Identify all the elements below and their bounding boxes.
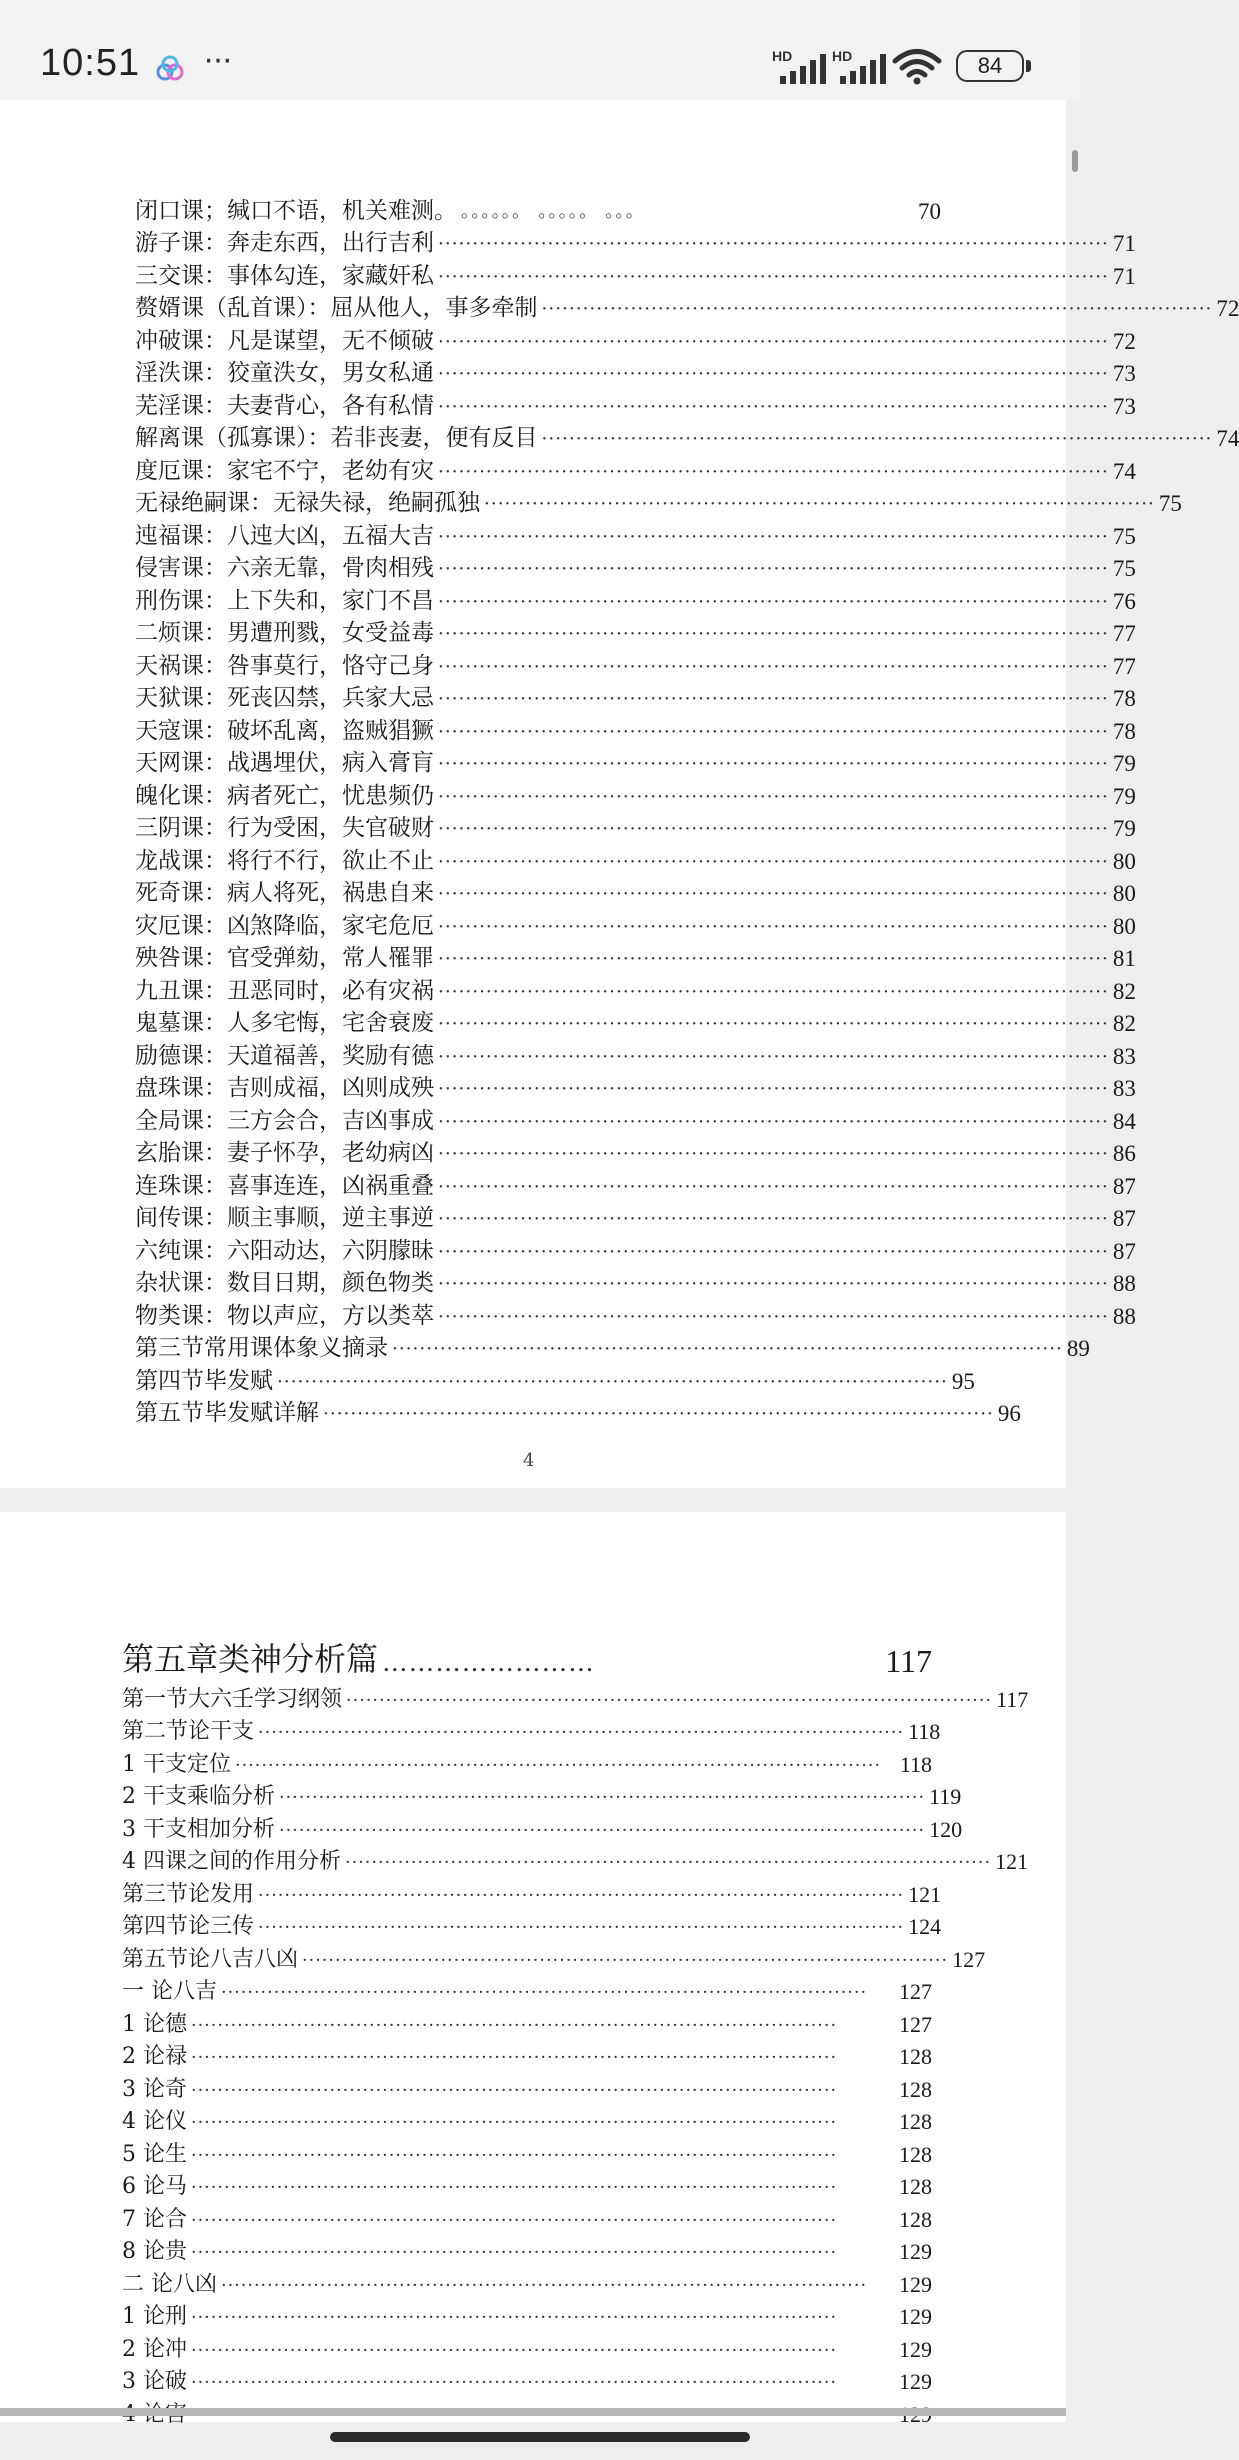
battery-icon <box>956 50 1024 82</box>
status-bar <box>0 0 1080 100</box>
toc-entry-page: 81 <box>1112 946 1136 971</box>
toc-leader-dots: ·································································································· <box>438 461 1109 483</box>
toc-entry-title: 第四节论三传 <box>122 1914 255 1939</box>
toc-leader-dots: ·································································································· <box>438 559 1109 580</box>
toc-entry-title: 杂状课：数目日期，颜色物类 <box>135 1270 434 1296</box>
toc-entry-page: 79 <box>1112 816 1136 841</box>
toc-entry-page: 128 <box>899 2206 932 2232</box>
toc-entry-page: 118 <box>899 1751 932 1777</box>
toc-leader-dots: ·································································································· <box>191 2048 838 2068</box>
toc-leader-dots: 。。。。。。 。。。。。 。。。 <box>461 200 645 222</box>
hd-label: HD <box>772 48 793 64</box>
toc-entry[interactable] <box>135 485 1182 518</box>
toc-entry[interactable] <box>122 1630 932 1680</box>
toc-entry-title: 九丑课：丑恶同时，必有灾祸 <box>135 977 434 1004</box>
toc-entry-title: 龙战课：将行不行，欲止不止 <box>135 847 434 874</box>
wifi-icon <box>893 48 941 86</box>
toc-entry[interactable] <box>122 2233 932 2266</box>
toc-leader-dots: ·································································································· <box>235 1755 882 1776</box>
cellular-signal-icon-2 <box>832 48 898 84</box>
toc-entry[interactable] <box>135 680 1136 713</box>
toc-entry-title: 第四节毕发赋 <box>135 1367 273 1394</box>
toc-entry-title: 3 论破 <box>122 2369 187 2394</box>
toc-leader-dots: ·································································································· <box>279 1820 926 1841</box>
toc-leader-dots: ·································································································· <box>191 2210 838 2231</box>
toc-entry[interactable] <box>135 842 1136 875</box>
toc-entry[interactable] <box>122 2038 932 2071</box>
toc-entry-title: 二 论八凶 <box>122 2271 217 2297</box>
toc-entry[interactable] <box>135 387 1136 420</box>
toc-leader-dots: ·································································································· <box>541 429 1213 450</box>
toc-entry-title: 2 干支乘临分析 <box>122 1784 275 1809</box>
toc-leader-dots: ·································································································· <box>541 299 1213 320</box>
toc-entry-title: 赘婿课（乱首课）：屈从他人，事多牵制 <box>135 295 538 321</box>
toc-entry[interactable] <box>135 1330 1090 1363</box>
toc-entry-page: 76 <box>1112 588 1136 614</box>
toc-entry-page: 129 <box>899 2336 932 2362</box>
toc-leader-dots: ·································································································· <box>438 689 1109 710</box>
toc-leader-dots: ·································································································· <box>258 1723 905 1743</box>
toc-entry-page: 87 <box>1112 1206 1136 1231</box>
toc-entry-page: 117 <box>885 1643 932 1679</box>
toc-entry[interactable] <box>122 1973 932 2006</box>
toc-entry-page: 82 <box>1112 978 1136 1004</box>
toc-entry-title: 8 论贵 <box>122 2239 187 2264</box>
toc-leader-dots: ·································································································· <box>438 364 1109 385</box>
toc-entry[interactable] <box>135 1070 1136 1103</box>
toc-entry-title: 死奇课：病人将死，祸患自来 <box>135 880 434 906</box>
toc-entry-page: 75 <box>1158 491 1182 516</box>
toc-entry-page: 71 <box>1112 231 1136 256</box>
toc-entry[interactable] <box>135 647 1136 680</box>
toc-entry-title: 2 论冲 <box>122 2336 187 2362</box>
toc-leader-dots: ·································································································· <box>438 949 1109 970</box>
toc-leader-dots: ·································································································· <box>191 2243 838 2263</box>
toc-entry-title: 6 论马 <box>122 2174 187 2199</box>
toc-entry-page: 128 <box>899 2141 932 2167</box>
toc-leader-dots: ·································································································· <box>277 1371 948 1393</box>
toc-entry-title: 1 论德 <box>122 2011 187 2037</box>
toc-leader-dots: ·································································································· <box>438 1014 1109 1035</box>
toc-entry[interactable] <box>135 322 1136 355</box>
status-time: 10:51 <box>40 42 141 84</box>
toc-entry-title: 三阴课：行为受困，失官破财 <box>135 815 434 841</box>
horizontal-scrollbar[interactable] <box>0 2408 1066 2416</box>
toc-entry-title: 7 论合 <box>122 2206 187 2232</box>
toc-leader-dots: ·································································································· <box>438 1209 1109 1230</box>
toc-entry-title: 3 干支相加分析 <box>122 1816 275 1842</box>
toc-entry-title: 灾厄课：凶煞降临，家宅危厄 <box>135 912 434 939</box>
toc-entry-title: 第五节论八吉八凶 <box>122 1946 299 1972</box>
toc-entry-title: 迍福课：八迍大凶，五福大吉 <box>135 522 434 549</box>
toc-leader-dots: ·································································································· <box>258 1885 905 1906</box>
toc-entry-title: 度厄课：家宅不宁，老幼有灾 <box>135 457 434 484</box>
toc-leader-dots: ·································································································· <box>191 2340 838 2361</box>
toc-entry-page: 70 <box>918 198 941 224</box>
toc-entry-title: 全局课：三方会合，吉凶事成 <box>135 1107 434 1134</box>
toc-entry-title: 连珠课：喜事连连，凶祸重叠 <box>135 1172 434 1199</box>
toc-entry[interactable] <box>135 745 1136 778</box>
toc-entry[interactable] <box>135 1362 975 1395</box>
toc-entry-page: 78 <box>1112 718 1136 744</box>
toc-entry-page: 128 <box>899 2109 932 2134</box>
toc-leader-dots: ·································································································· <box>438 591 1109 613</box>
toc-leader-dots: ·································································································· <box>221 1983 868 2003</box>
toc-entry-page: 84 <box>1112 1108 1136 1134</box>
page-number: 4 <box>523 1450 535 1471</box>
toc-entry[interactable] <box>135 615 1136 648</box>
toc-entry-title: 天寇课：破坏乱离，盗贼猖獗 <box>135 717 434 744</box>
toc-leader-dots: …………………… <box>382 1648 595 1678</box>
toc-leader-dots: ·································································································· <box>191 2178 838 2198</box>
toc-entry-page: 88 <box>1112 1271 1136 1296</box>
toc-entry-title: 第一节大六壬学习纲领 <box>122 1686 343 1712</box>
table-of-contents-2 <box>122 1630 1029 2428</box>
battery-level: 84 <box>977 53 1003 78</box>
app-notification-icon <box>155 56 185 82</box>
toc-leader-dots: ·································································································· <box>191 2373 838 2393</box>
toc-leader-dots: ·································································································· <box>438 526 1109 548</box>
toc-entry[interactable] <box>135 1037 1136 1070</box>
home-indicator[interactable] <box>330 2432 750 2442</box>
toc-entry[interactable] <box>135 1005 1136 1038</box>
toc-entry-title: 第五章类神分析篇 <box>122 1640 379 1678</box>
toc-entry-page: 129 <box>899 2239 932 2264</box>
toc-entry[interactable] <box>135 940 1136 973</box>
toc-leader-dots: ·································································································· <box>438 884 1109 905</box>
toc-entry[interactable] <box>135 1265 1136 1298</box>
toc-entry[interactable] <box>122 1713 941 1746</box>
toc-entry-title: 侵害课：六亲无靠，骨肉相残 <box>135 555 434 581</box>
toc-leader-dots: ·································································································· <box>438 1241 1109 1263</box>
toc-entry-page: 128 <box>899 2174 932 2199</box>
toc-entry[interactable] <box>135 550 1136 583</box>
toc-entry-page: 83 <box>1112 1043 1136 1069</box>
toc-entry[interactable] <box>135 1167 1136 1200</box>
toc-entry[interactable] <box>122 1908 942 1941</box>
toc-entry[interactable] <box>135 810 1136 843</box>
toc-leader-dots: ·································································································· <box>484 494 1155 515</box>
toc-entry-page: 74 <box>1112 458 1136 484</box>
toc-leader-dots: ·································································································· <box>438 786 1109 808</box>
toc-leader-dots: ·································································································· <box>191 2308 838 2328</box>
toc-leader-dots: ·································································································· <box>346 1690 993 1711</box>
toc-entry[interactable] <box>122 2103 932 2136</box>
toc-leader-dots: ·································································································· <box>279 1788 926 1808</box>
toc-entry[interactable] <box>135 225 1136 258</box>
toc-entry[interactable] <box>135 1297 1136 1330</box>
toc-entry[interactable] <box>135 907 1136 940</box>
toc-leader-dots: ·································································································· <box>438 1111 1109 1133</box>
toc-entry-page: 117 <box>996 1686 1029 1712</box>
toc-entry[interactable] <box>122 2135 932 2168</box>
toc-entry-page: 78 <box>1112 686 1136 711</box>
toc-entry[interactable] <box>135 712 1136 745</box>
toc-entry-page: 127 <box>952 1946 986 1972</box>
toc-entry-title: 鬼墓课：人多宅悔，宅舍衰废 <box>135 1010 434 1036</box>
toc-entry-title: 刑伤课：上下失和，家门不昌 <box>135 587 434 614</box>
hd-label-2: HD <box>832 48 853 64</box>
toc-entry-page: 79 <box>1112 751 1136 776</box>
toc-entry[interactable] <box>135 1135 1136 1168</box>
toc-entry-page: 120 <box>929 1816 963 1842</box>
toc-entry-title: 一 论八吉 <box>122 1979 217 2004</box>
toc-entry-title: 1 干支定位 <box>122 1751 231 1777</box>
toc-leader-dots: ·································································································· <box>191 2080 838 2101</box>
toc-leader-dots: ·································································································· <box>438 721 1109 743</box>
toc-leader-dots: ·································································································· <box>438 1079 1109 1100</box>
toc-entry-title: 2 论禄 <box>122 2044 187 2069</box>
toc-entry-page: 75 <box>1112 556 1136 581</box>
toc-entry[interactable] <box>122 2200 932 2233</box>
toc-entry-title: 玄胎课：妻子怀孕，老幼病凶 <box>135 1140 434 1166</box>
toc-entry[interactable] <box>135 192 941 225</box>
toc-leader-dots: ·································································································· <box>258 1918 905 1938</box>
toc-entry-page: 129 <box>899 2369 932 2394</box>
toc-entry-page: 86 <box>1112 1141 1136 1166</box>
toc-entry-title: 5 论生 <box>122 2141 187 2167</box>
toc-leader-dots: ·································································································· <box>438 1274 1109 1295</box>
toc-leader-dots: ·································································································· <box>191 2015 838 2036</box>
toc-leader-dots: ·································································································· <box>438 266 1109 288</box>
toc-entry[interactable] <box>122 2298 932 2331</box>
toc-entry-title: 1 论刑 <box>122 2304 187 2329</box>
toc-entry[interactable] <box>122 1680 1029 1713</box>
toc-entry-page: 80 <box>1112 848 1136 874</box>
toc-entry[interactable] <box>135 1102 1136 1135</box>
toc-entry-title: 间传课：顺主事顺，逆主事逆 <box>135 1205 434 1231</box>
toc-entry[interactable] <box>122 2265 932 2298</box>
table-of-contents-1 <box>135 192 1239 1427</box>
toc-entry-page: 119 <box>929 1784 962 1809</box>
toc-leader-dots: ·································································································· <box>438 396 1109 418</box>
toc-entry-title: 天狱课：死丧囚禁，兵家大忌 <box>135 685 434 711</box>
toc-leader-dots: ·································································································· <box>438 981 1109 1003</box>
toc-leader-dots: ·································································································· <box>221 2275 868 2296</box>
toc-entry-page: 127 <box>899 1979 932 2004</box>
toc-entry-title: 励德课：天道福善，奖励有德 <box>135 1042 434 1069</box>
toc-entry-page: 124 <box>908 1914 942 1939</box>
toc-leader-dots: ·································································································· <box>438 916 1109 938</box>
toc-leader-dots: ·································································································· <box>302 1950 949 1971</box>
toc-entry-page: 74 <box>1216 426 1239 451</box>
document-page-1[interactable] <box>0 100 1239 1488</box>
toc-entry-title: 淫泆课：狡童泆女，男女私通 <box>135 360 434 386</box>
toc-entry-page: 95 <box>951 1368 975 1394</box>
toc-entry-title: 天祸课：咎事莫行，恪守己身 <box>135 652 434 679</box>
toc-entry-page: 77 <box>1112 621 1136 646</box>
toc-leader-dots: ·································································································· <box>438 1306 1109 1328</box>
toc-leader-dots: ·································································································· <box>438 819 1109 840</box>
toc-entry-title: 天网课：战遇埋伏，病入膏肓 <box>135 750 434 776</box>
toc-entry[interactable] <box>135 420 1239 453</box>
toc-leader-dots: ·································································································· <box>438 656 1109 678</box>
toc-entry[interactable] <box>135 257 1136 290</box>
toc-leader-dots: ·································································································· <box>438 624 1109 645</box>
toc-entry-title: 芜淫课：夫妻背心，各有私情 <box>135 392 434 419</box>
toc-entry[interactable] <box>122 2005 932 2038</box>
toc-entry-title: 三交课：事体勾连，家藏奸私 <box>135 262 434 289</box>
toc-entry[interactable] <box>122 1843 1029 1876</box>
toc-entry-title: 二烦课：男遭刑戮，女受益毒 <box>135 620 434 646</box>
toc-entry-page: 72 <box>1216 296 1239 321</box>
toc-entry-page: 72 <box>1112 328 1136 354</box>
toc-entry[interactable] <box>135 972 1136 1005</box>
toc-entry-title: 第二节论干支 <box>122 1719 255 1744</box>
toc-entry[interactable] <box>122 1940 986 1973</box>
toc-entry-title: 魄化课：病者死亡，忧患频仍 <box>135 782 434 809</box>
toc-entry[interactable] <box>122 1745 932 1778</box>
toc-leader-dots: ·································································································· <box>191 2145 838 2166</box>
toc-entry-page: 127 <box>899 2011 932 2037</box>
toc-entry-page: 87 <box>1112 1173 1136 1199</box>
toc-entry-title: 六纯课：六阳动达，六阴朦昧 <box>135 1237 434 1264</box>
toc-leader-dots: ·································································································· <box>438 1144 1109 1165</box>
toc-entry[interactable] <box>135 452 1136 485</box>
toc-entry-title: 盘珠课：吉则成福，凶则成殃 <box>135 1075 434 1101</box>
toc-entry[interactable] <box>122 2070 932 2103</box>
toc-entry-page: 128 <box>899 2044 932 2069</box>
toc-entry-page: 80 <box>1112 913 1136 939</box>
battery-tip <box>1026 60 1031 72</box>
toc-entry-title: 物类课：物以声应，方以类萃 <box>135 1302 434 1329</box>
toc-entry-page: 71 <box>1112 263 1136 289</box>
toc-entry-page: 77 <box>1112 653 1136 679</box>
toc-leader-dots: ·································································································· <box>191 2113 838 2133</box>
toc-entry-title: 第三节常用课体象义摘录 <box>135 1335 388 1361</box>
cellular-signal-icon <box>772 48 838 84</box>
toc-leader-dots: ·································································································· <box>438 234 1109 255</box>
toc-entry-title: 无禄绝嗣课：无禄失禄，绝嗣孤独 <box>135 490 480 516</box>
toc-entry[interactable] <box>135 1232 1136 1265</box>
toc-entry[interactable] <box>135 290 1239 323</box>
toc-entry[interactable] <box>122 2363 932 2396</box>
toc-entry[interactable] <box>135 1395 1021 1428</box>
toc-entry[interactable] <box>122 2330 932 2363</box>
toc-entry-page: 96 <box>997 1401 1021 1426</box>
toc-entry-page: 89 <box>1066 1336 1090 1361</box>
scrollbar-thumb[interactable] <box>1072 150 1078 172</box>
toc-entry-title: 4 论仪 <box>122 2109 187 2134</box>
toc-entry-title: 第五节毕发赋详解 <box>135 1400 319 1426</box>
toc-entry-page: 118 <box>908 1719 941 1744</box>
toc-entry-page: 129 <box>899 2304 932 2329</box>
toc-entry[interactable] <box>122 1778 962 1811</box>
toc-entry-page: 73 <box>1112 361 1136 386</box>
toc-entry-page: 87 <box>1112 1238 1136 1264</box>
toc-entry-page: 75 <box>1112 523 1136 549</box>
toc-entry-page: 82 <box>1112 1011 1136 1036</box>
toc-leader-dots: ·································································································· <box>323 1404 994 1425</box>
toc-entry[interactable] <box>135 875 1136 908</box>
toc-entry-title: 第三节论发用 <box>122 1881 255 1907</box>
toc-leader-dots: ·································································································· <box>438 851 1109 873</box>
toc-entry-title: 冲破课：凡是谋望，无不倾破 <box>135 327 434 354</box>
toc-leader-dots: ·································································································· <box>345 1853 992 1873</box>
toc-entry-page: 128 <box>899 2076 932 2102</box>
document-page-2[interactable] <box>0 1512 1066 2422</box>
toc-entry-title: 闭口课；缄口不语，机关难测。 <box>135 197 457 224</box>
toc-leader-dots: ·································································································· <box>438 1176 1109 1198</box>
toc-entry-title: 殃咎课：官受弹劾，常人罹罪 <box>135 945 434 971</box>
toc-entry-page: 121 <box>908 1881 942 1907</box>
toc-entry-title: 游子课：奔走东西，出行吉利 <box>135 230 434 256</box>
toc-entry-page: 83 <box>1112 1076 1136 1101</box>
toc-entry-title: 3 论奇 <box>122 2076 187 2102</box>
toc-entry-page: 121 <box>995 1849 1029 1874</box>
toc-leader-dots: ·································································································· <box>438 754 1109 775</box>
toc-entry-page: 73 <box>1112 393 1136 419</box>
toc-leader-dots: ·································································································· <box>392 1339 1063 1360</box>
toc-entry[interactable] <box>135 517 1136 550</box>
more-notifications-icon: ··· <box>203 40 231 78</box>
toc-entry[interactable] <box>122 2168 932 2201</box>
toc-entry[interactable] <box>135 777 1136 810</box>
toc-entry[interactable] <box>135 1200 1136 1233</box>
toc-entry-title: 解离课（孤寡课）：若非丧妻，便有反目 <box>135 425 538 451</box>
toc-entry[interactable] <box>135 582 1136 615</box>
toc-entry-page: 80 <box>1112 881 1136 906</box>
toc-entry-page: 129 <box>899 2271 932 2297</box>
toc-leader-dots: ·································································································· <box>438 1046 1109 1068</box>
toc-entry-page: 79 <box>1112 783 1136 809</box>
toc-entry[interactable] <box>135 355 1136 388</box>
toc-leader-dots: ·································································································· <box>438 331 1109 353</box>
toc-entry-title: 4 四课之间的作用分析 <box>122 1849 341 1874</box>
toc-entry[interactable] <box>122 1810 963 1843</box>
toc-entry[interactable] <box>122 1875 942 1908</box>
toc-entry-page: 88 <box>1112 1303 1136 1329</box>
